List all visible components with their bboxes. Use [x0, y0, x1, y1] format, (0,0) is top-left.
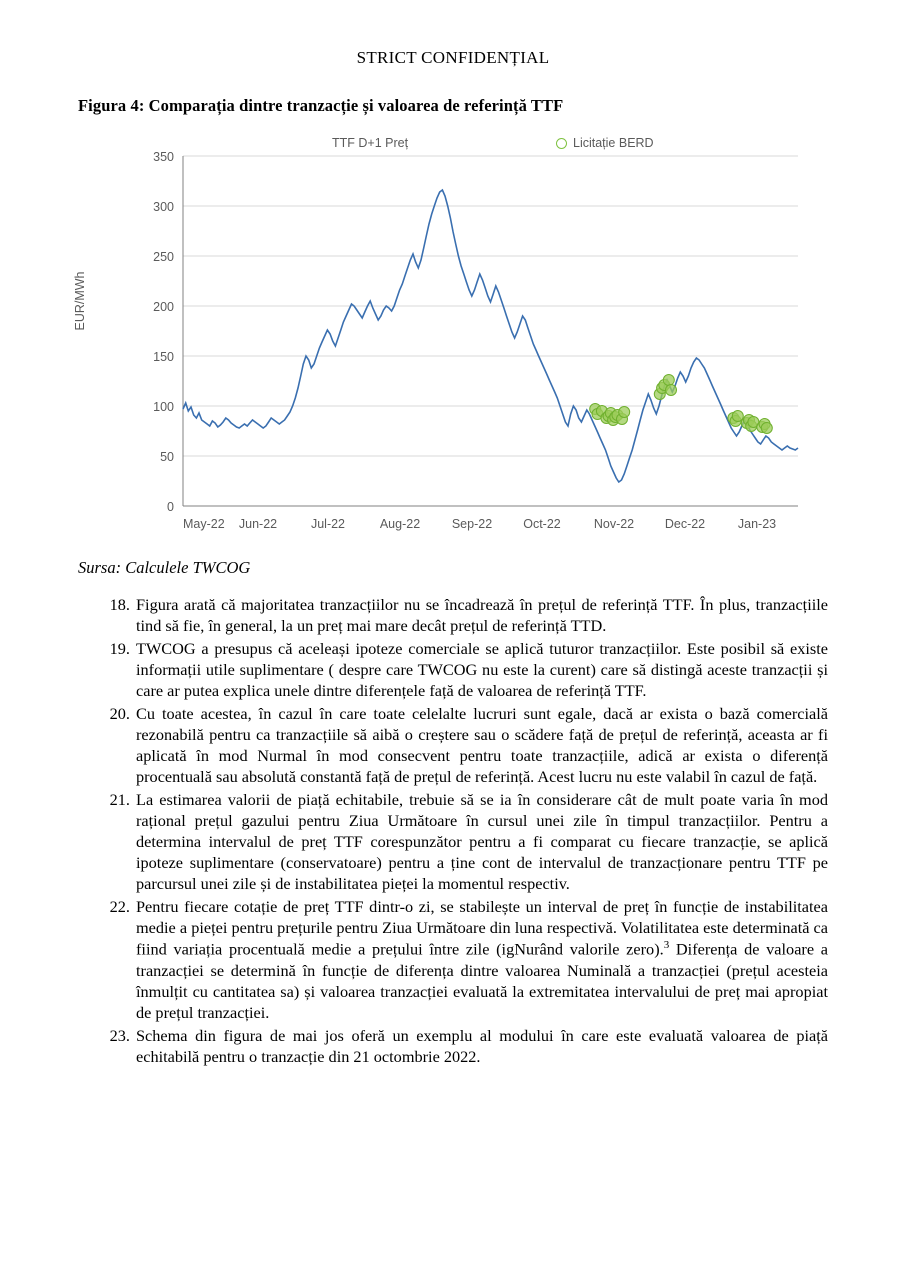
x-tick-aug22: Aug-22: [379, 517, 421, 531]
list-item-number: 19.: [109, 639, 130, 659]
figure-title: Figura 4: Comparația dintre tranzacție și valoarea de referință TTF: [78, 96, 564, 115]
list-item: [78, 638, 828, 701]
x-tick-may22: May-22: [183, 517, 225, 531]
legend-label-ttf: TTF D+1 Preț: [332, 136, 409, 150]
chart-y-axis-label: EUR/MWh: [73, 271, 87, 331]
y-tick-300: 300: [153, 200, 174, 214]
list-item: [78, 789, 828, 894]
x-tick-jun22: Jun-22: [238, 517, 278, 531]
y-tick-50: 50: [160, 450, 174, 464]
list-item-text-part-1: Pentru fiecare cotație de preț TTF dintr-o zi, se stabilește un interval de preț în funcție de instabilitatea medie a pieței pentru prețurile pentru Ziua Următoare din luna respectivă. Volatilitatea este determinată ca fiind variația procentuală medie a prețului între zile (igNurând valorile zero).: [136, 897, 828, 959]
x-tick-nov22: Nov-22: [593, 517, 635, 531]
list-item-text: Figura arată că majoritatea tranzacțiilor nu se încadrează în prețul de referință TTF. În plus, tranzacțiile tind să fie, în general, la un preț mai mare decât prețul de referință TTD.: [136, 595, 828, 636]
y-tick-250: 250: [153, 250, 174, 264]
numbered-paragraph-list: [78, 594, 828, 1067]
chart-plot: [78, 134, 828, 534]
chart-container: [73, 134, 828, 544]
list-item-number: 21.: [109, 790, 130, 810]
legend-label-berd: Licitație BERD: [573, 136, 654, 150]
x-tick-jul22: Jul-22: [310, 517, 346, 531]
list-item: [78, 703, 828, 787]
list-item-text: La estimarea valorii de piață echitabile, trebuie să se ia în considerare cât de mult poate varia în mod rațional prețul gazului pentru Ziua Următoare în cursul unei zile în timpul tranzacțiilor. Pentru a determina intervalul de preț TTF corespunzător pentru a fi comparat cu fiecare tranzacție, se aplică ipoteze suplimentare (conservatoare) pentru a ține cont de intervalul de tranzacționare pentru TTF pe parcursul unei zile și de instabilitatea pieței la momentul respectiv.: [136, 790, 828, 894]
scatter-point: [732, 411, 743, 422]
x-tick-jan23: Jan-23: [737, 517, 777, 531]
series-line-ttf: [183, 190, 798, 482]
x-tick-oct22: Oct-22: [523, 517, 561, 531]
scatter-point: [666, 385, 677, 396]
list-item: [78, 594, 828, 636]
confidential-header: STRICT CONFIDENȚIAL: [356, 48, 550, 67]
list-item-number: 20.: [109, 704, 130, 724]
y-tick-0: 0: [167, 500, 174, 514]
list-item-number: 22.: [109, 897, 130, 917]
footnote-marker: 3: [663, 939, 670, 952]
list-item-text-part-2: Diferența de valoare a tranzacției se determină în funcție de diferența dintre valoarea Numinală a tranzacției (prețul acesteia înmulțit cu cantitatea sa) și valoarea tranzacției evaluată la extremitatea intervalului de preț mai apropiat de prețul tranzacției.: [136, 939, 828, 1022]
list-item-text: TWCOG a presupus că aceleași ipoteze comerciale se aplică tuturor tranzacțiilor. Este posibil să existe informații utile suplimentare ( despre care TWCOG nu este la curent) care să distingă aceste tranzacții și care ar putea explica unele dintre diferențele față de valoarea de referință TTF.: [136, 639, 828, 701]
list-item-text: Schema din figura de mai jos oferă un exemplu al modului în care este evaluată valoarea de piață echitabilă pentru o tranzacție din 21 octombrie 2022.: [136, 1025, 828, 1066]
x-tick-sep22: Sep-22: [451, 517, 493, 531]
series-scatter-berd: [590, 375, 773, 434]
list-item-number: 18.: [109, 595, 130, 614]
y-tick-100: 100: [153, 400, 174, 414]
list-item-text: Cu toate acestea, în cazul în care toate celelalte lucruri sunt egale, dacă ar exista o bază comercială rezonabilă pentru ca tranzacțiile să aibă o creștere sau o scădere față de prețul de referință, aceasta ar fi aplicată în mod Nurmal în mod consecvent pentru toate tranzacțiile, adică ar exista o diferență procentuală sau absolută constantă față de prețul de referință. Acest lucru nu este valabil în cazul de față.: [136, 704, 828, 787]
list-item: [78, 896, 828, 1023]
y-tick-150: 150: [153, 350, 174, 364]
list-item-number: 23.: [109, 1025, 130, 1045]
scatter-point: [619, 407, 630, 418]
x-tick-dec22: Dec-22: [664, 517, 706, 531]
y-tick-350: 350: [153, 150, 174, 164]
figure-source: Sursa: Calculele TWCOG: [78, 558, 251, 577]
y-tick-200: 200: [153, 300, 174, 314]
gridlines: [183, 156, 798, 506]
list-item: [78, 1025, 828, 1067]
scatter-point: [663, 375, 674, 386]
scatter-point: [761, 423, 772, 434]
